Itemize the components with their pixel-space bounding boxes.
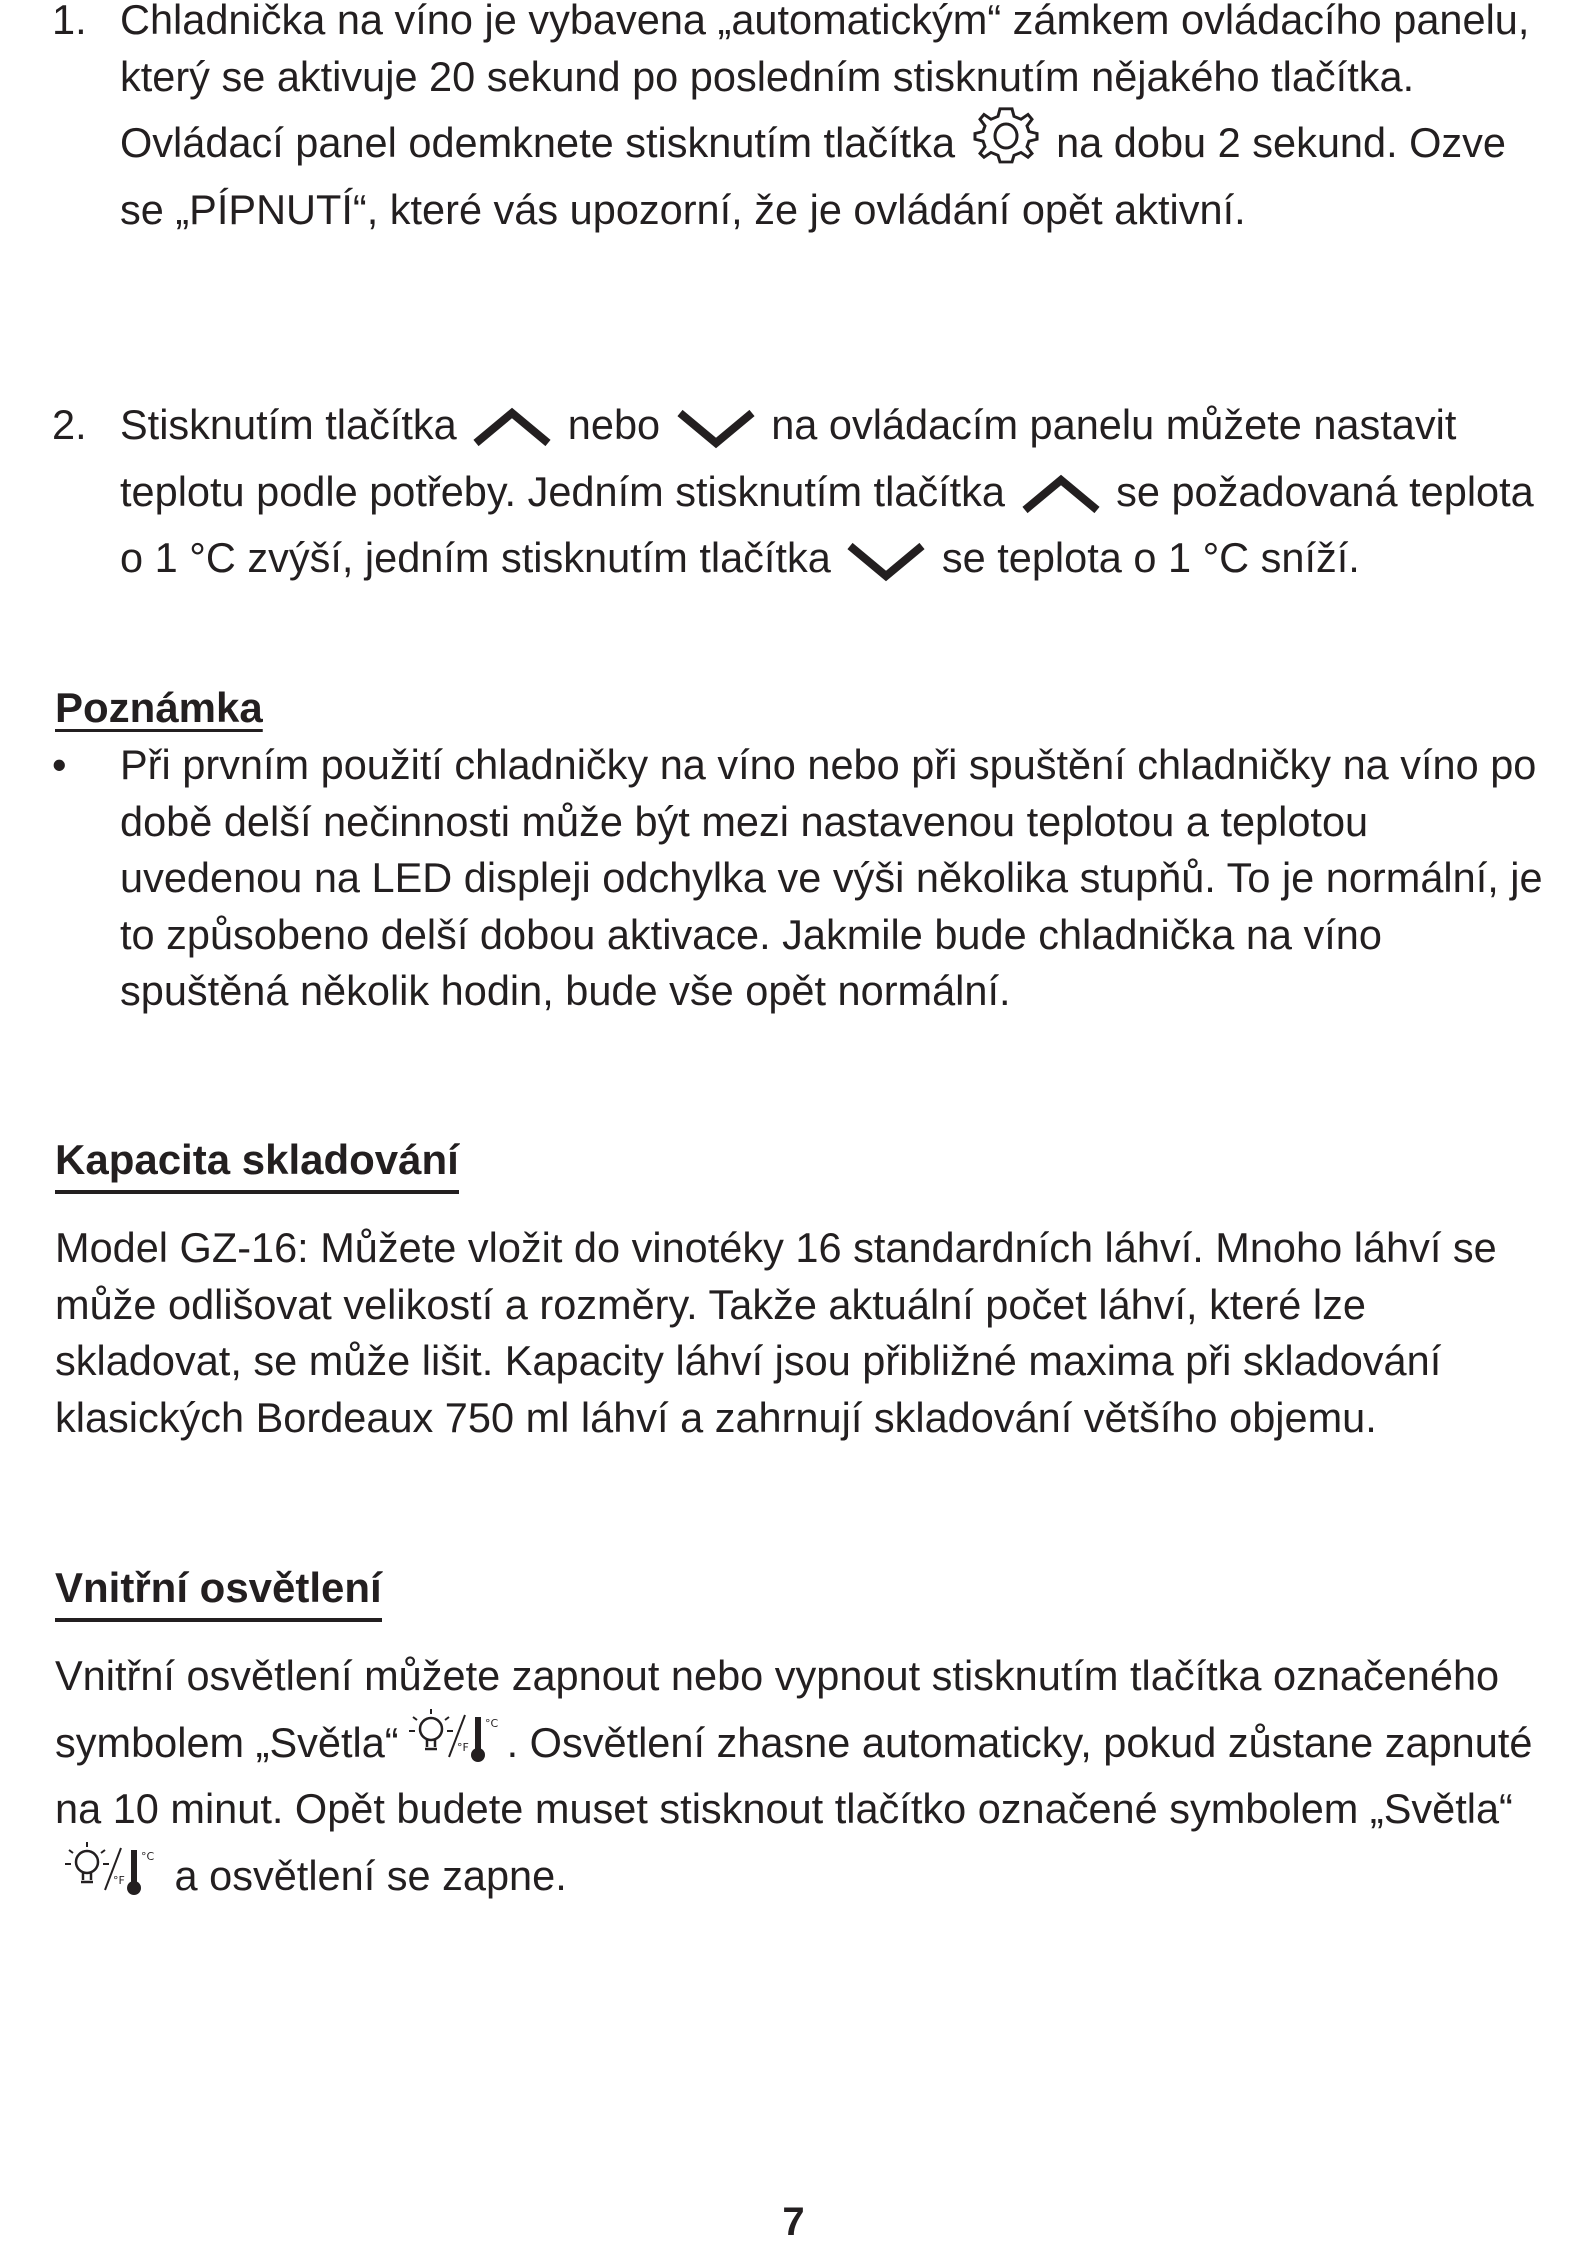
page-number: 7: [782, 2200, 805, 2244]
text-span: Vnitřní osvětlení můžete zapnout nebo vypnout stisknutím tlačítka označeného symbolem „Světla“: [55, 1652, 1500, 1766]
light-temperature-icon: [403, 1705, 503, 1782]
paragraph: Při prvním použití chladničky na víno nebo při spuštění chladničky na víno po době delší nečinnosti může být mezi nastavenou teplotou a teplotou uvedenou na LED displeji odchylka ve výši několika stupňů. To je normální, je to způsobeno delší dobou aktivace. Jakmile bude chladnička na víno spuštěná několik hodin, bude vše opět normální.: [120, 741, 1543, 1014]
lighting-heading: Vnitřní osvětlení: [55, 1560, 382, 1622]
paragraph: [120, 107, 1540, 238]
chevron-up-icon: [472, 405, 552, 464]
paragraph: [120, 397, 1540, 597]
text-span: a osvětlení se zapne.: [174, 1851, 567, 1899]
text-span: na dobu 2 sekund. Ozve se „PÍPNUTÍ“, které vás upozorní, že je ovládání opět aktivní.: [120, 119, 1506, 233]
paragraph: Chladnička na víno je vybavena „automatickým“ zámkem ovládacího panelu, který se aktivuje 20 sekund po posledním stisknutím nějakého tlačítka.: [120, 0, 1530, 100]
note-heading: Poznámka: [55, 684, 263, 731]
svg-text:°F: °F: [456, 1740, 469, 1754]
bullet: •: [52, 741, 67, 788]
text-span: Stisknutím tlačítka: [120, 401, 457, 448]
list-number: 2.: [52, 401, 87, 448]
text-span: na ovládacím panelu můžete nastavit teplotu podle potřeby. Jedním stisknutím tlačítka: [120, 401, 1457, 515]
svg-text:°C: °C: [484, 1716, 498, 1730]
svg-text:°C: °C: [141, 1849, 155, 1863]
capacity-heading: Kapacita skladování: [55, 1132, 459, 1194]
svg-text:°F: °F: [113, 1873, 125, 1887]
capacity-text: Model GZ-16: Můžete vložit do vinotéky 16 standardních láhví. Mnoho láhví se může odlišovat velikostí a rozměry. Takže aktuální počet láhví, které lze skladovat, se může lišit. Kapacity láhví jsou přibližné maxima při skladování klasických Bordeaux 750 ml láhví a zahrnují skladování většího objemu.: [55, 1224, 1497, 1441]
chevron-down-icon: [676, 405, 756, 464]
text-span: se teplota o 1 °C sníží.: [941, 534, 1360, 581]
list-item-body: [120, 397, 1540, 597]
chevron-up-icon: [1021, 472, 1101, 531]
text-span: Ovládací panel odemknete stisknutím tlačítka: [120, 119, 956, 166]
text-span: . Osvětlení zhasne automaticky, pokud zůstane zapnuté na 10 minut. Opět budete muset stisknout tlačítko označené symbolem „Světla“: [55, 1718, 1533, 1832]
list-item-body: [120, 0, 1540, 238]
list-number: 1.: [52, 0, 87, 43]
chevron-down-icon: [846, 538, 926, 597]
lighting-text: [55, 1648, 1545, 1914]
text-span: se požadovaná teplota o 1 °C zvýší, jedním stisknutím tlačítka: [120, 467, 1534, 581]
note-body: [120, 737, 1560, 1020]
gear-icon: [971, 107, 1041, 182]
text-span: nebo: [567, 401, 661, 448]
light-temperature-icon: [59, 1838, 159, 1915]
